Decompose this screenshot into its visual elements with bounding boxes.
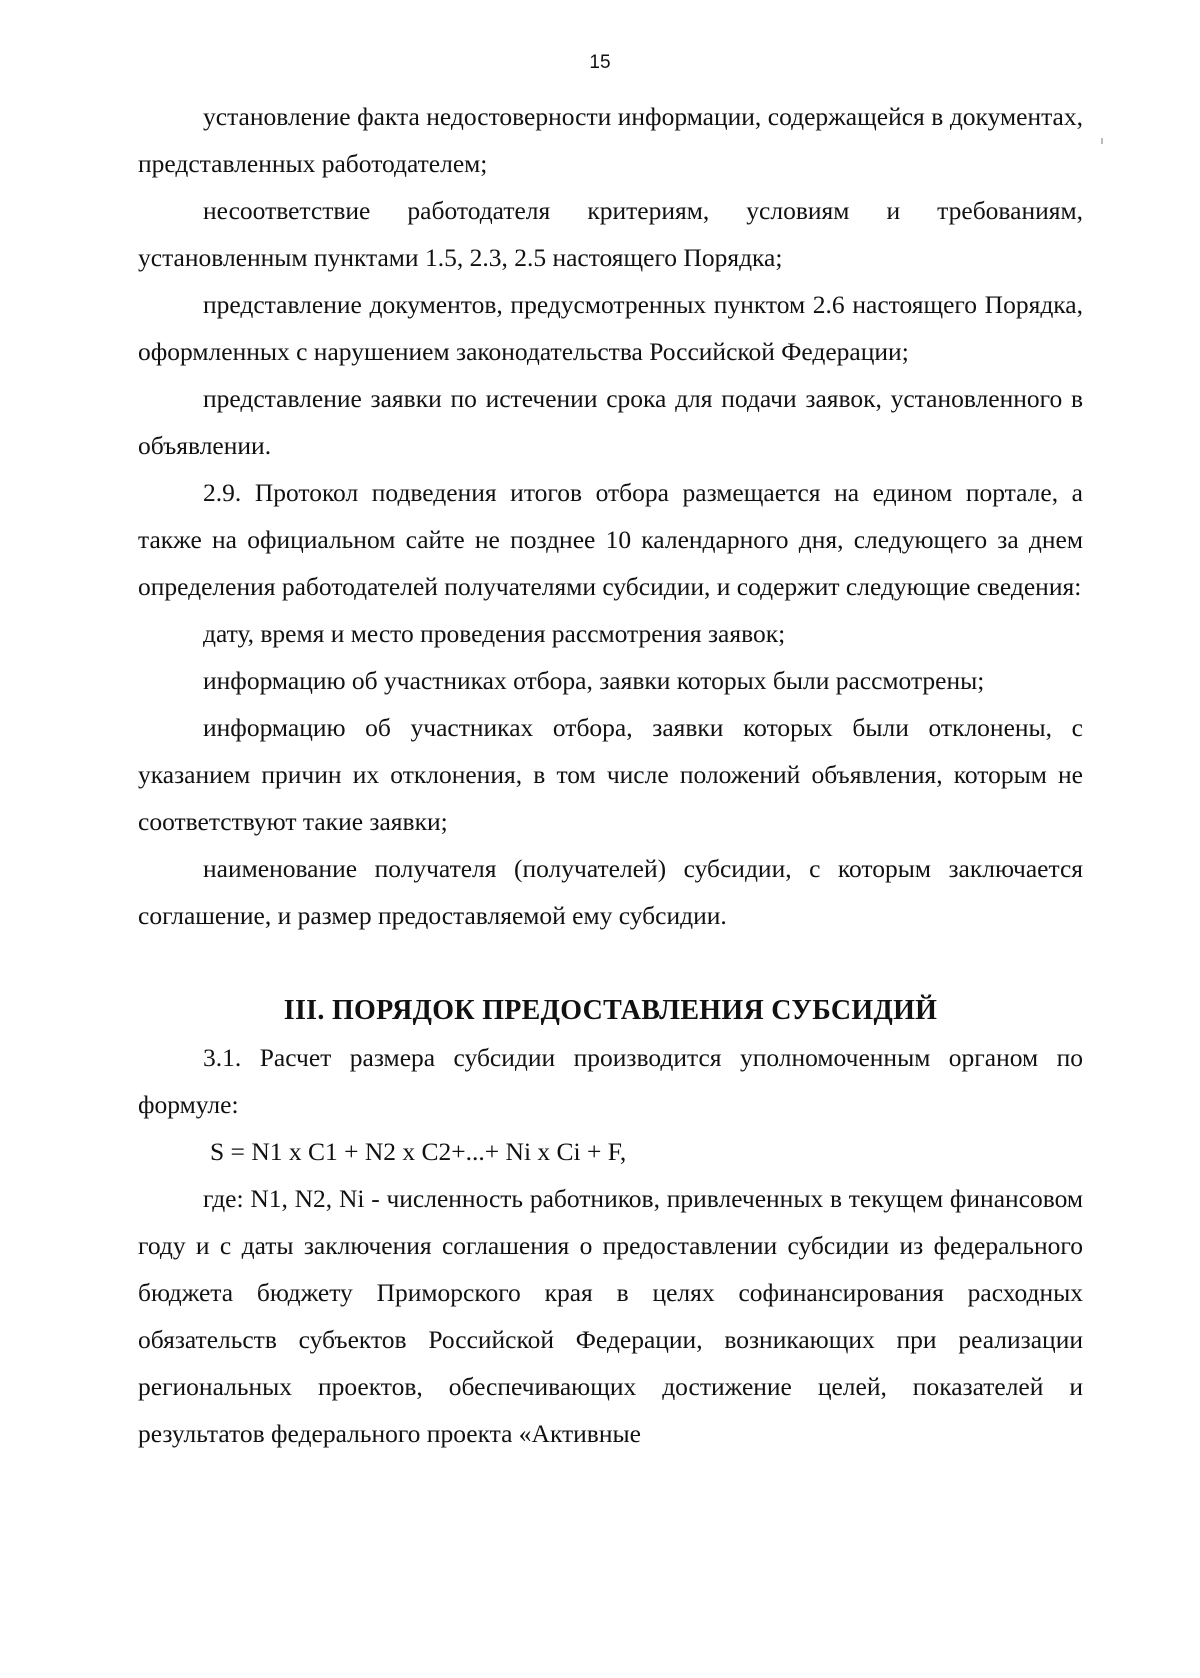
paragraph-condition-4: представление заявки по истечении срока для подачи заявок, установленного в объявлении. [138,384,1083,460]
page-number: 15 [589,52,611,73]
paragraph-condition-1: установление факта недостоверности информации, содержащейся в документах, представленных работодателем; [138,102,1083,178]
paragraph-protocol-item-1: дату, время и место проведения рассмотрения заявок; [203,619,786,648]
paragraph-protocol-item-2: информацию об участниках отбора, заявки которых были рассмотрены; [203,666,985,695]
section-gap [138,939,1083,987]
paragraph-condition-2: несоответствие работодателя критериям, условиям и требованиям, установленным пунктами 1.5, 2.3, 2.5 настоящего Порядка; [138,196,1083,272]
section-heading: III. ПОРЯДОК ПРЕДОСТАВЛЕНИЯ СУБСИДИЙ [283,995,938,1026]
paragraph-condition-3: представление документов, предусмотренных пунктом 2.6 настоящего Порядка, оформленных с нарушением законодательства Российской Федерации; [138,290,1083,366]
paragraph-3-1: 3.1. Расчет размера субсидии производится уполномоченным органом по формуле: [138,1043,1083,1119]
scan-mark [1101,138,1103,144]
paragraph-2-9: 2.9. Протокол подведения итогов отбора размещается на едином портале, а также на официальном сайте не позднее 10 календарного дня, следующего за днем определения работодателей получателями субсидии, и содержит следующие сведения: [138,478,1083,601]
paragraph-protocol-item-4: наименование получателя (получателей) субсидии, с которым заключается соглашение, и размер предоставляемой ему субсидии. [138,854,1083,930]
subsidy-formula: S = N1 x C1 + N2 x C2+...+ Ni x Ci + F, [210,1137,627,1166]
paragraph-protocol-item-3: информацию об участниках отбора, заявки которых были отклонены, с указанием причин их отклонения, в том числе положений объявления, которым не соответствуют такие заявки; [138,713,1083,836]
paragraph-formula-explanation: где: N1, N2, Ni - численность работников, привлеченных в текущем финансовом году и с даты заключения соглашения о предоставлении субсидии из федерального бюджета бюджету Приморского края в целях софинансирования расходных обязательств субъектов Российской Федерации, возникающих при реализации региональных проектов, обеспечивающих достижение целей, показателей и результатов федерального проекта «Активные [138,1184,1083,1448]
document-body [138,93,1083,1457]
